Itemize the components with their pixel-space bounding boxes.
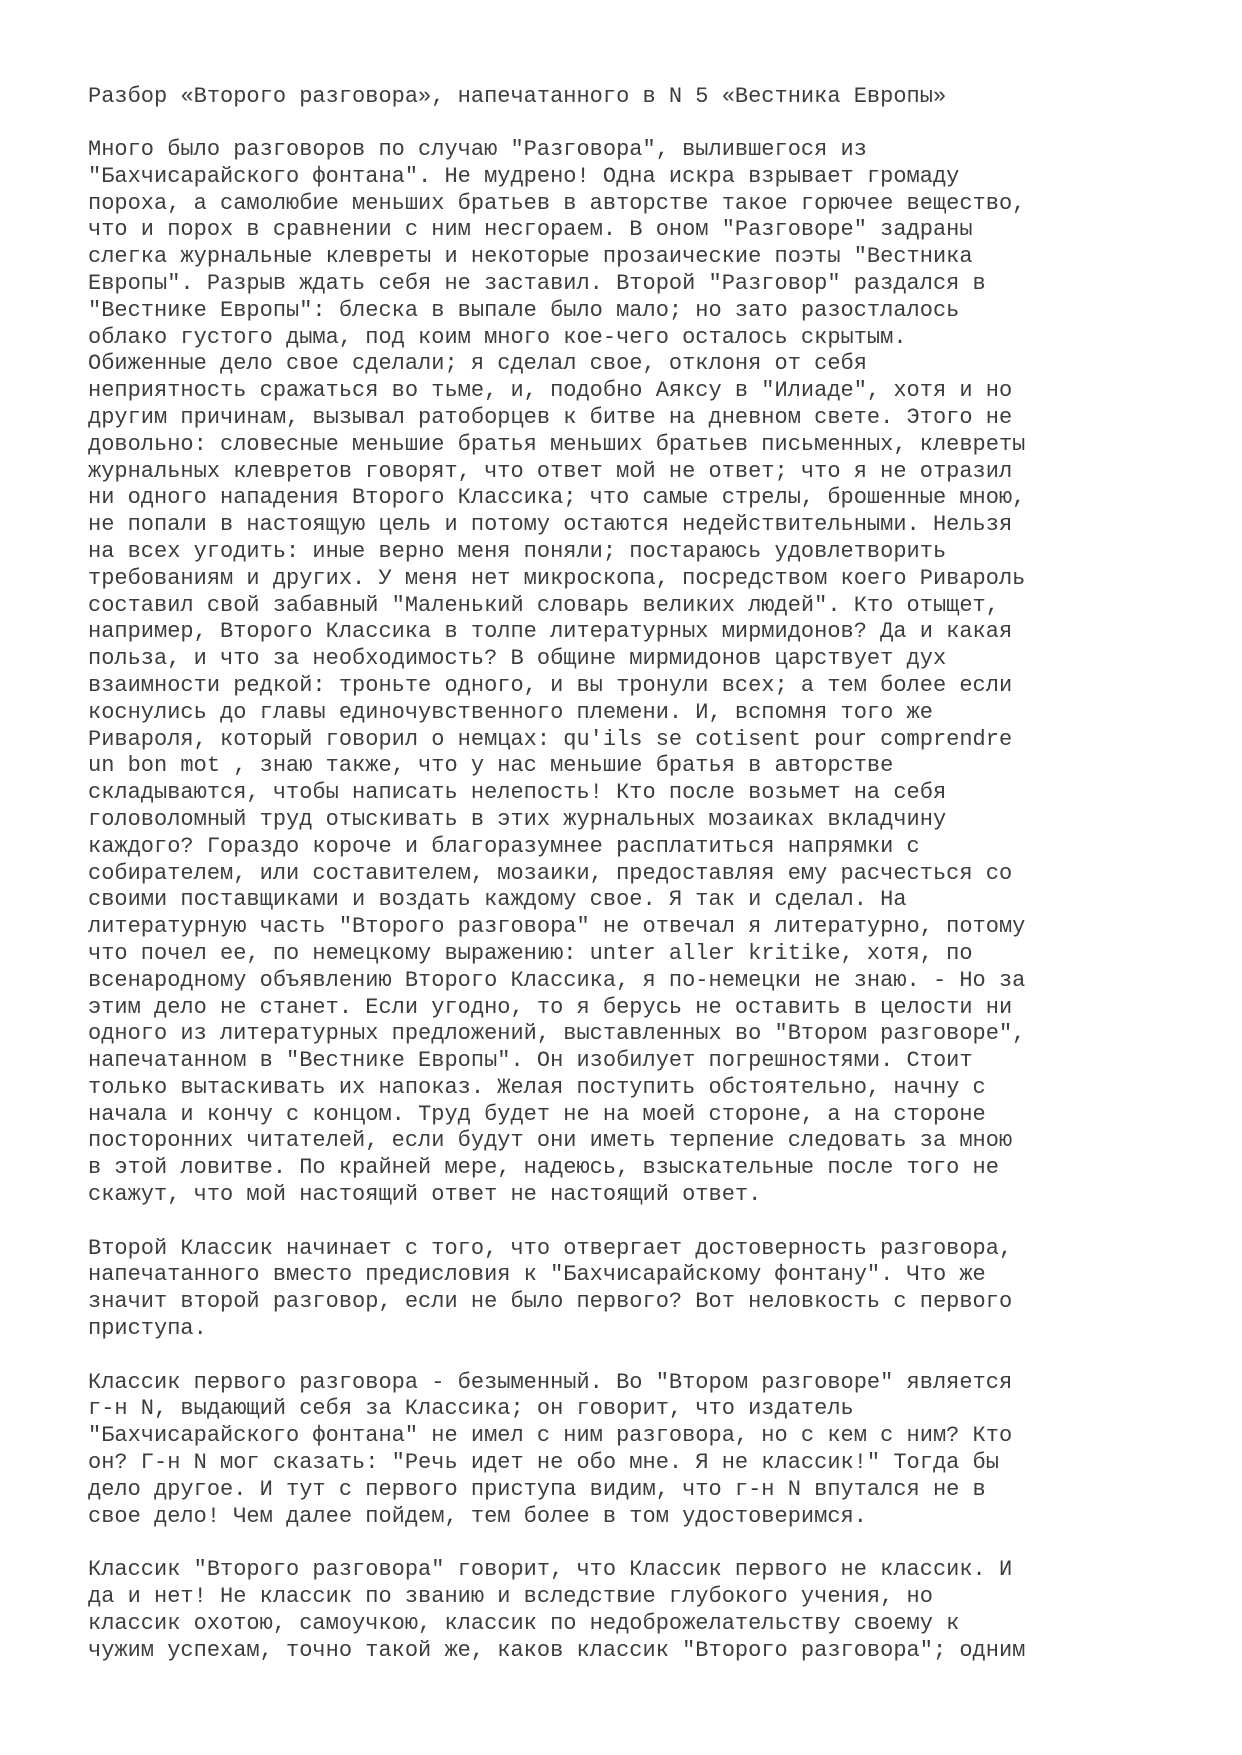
text-line: начала и кончу с концом. Труд будет не на моей стороне, а на стороне: [88, 1101, 986, 1127]
text-line: требованиям и других. У меня нет микроскопа, посредством коего Ривароль: [88, 565, 1026, 591]
text-line: "Бахчисарайского фонтана". Не мудрено! Одна искра взрывает громаду: [88, 163, 960, 189]
document-title: Разбор «Второго разговора», напечатанного в N 5 «Вестника Европы»: [88, 84, 947, 109]
text-line: коснулись до главы единочувственного племени. И, вспомня того же: [88, 699, 933, 725]
text-line: значит второй разговор, если не было первого? Вот неловкость с первого: [88, 1289, 1013, 1315]
text-line: на всех угодить: иные верно меня поняли; постараюсь удовлетворить: [88, 538, 947, 564]
text-line: Много было разговоров по случаю "Разговора", вылившегося из: [88, 137, 867, 162]
text-line: посторонних читателей, если будут они иметь терпение следовать за мною: [88, 1128, 1013, 1154]
text-line: Второй Классик начинает с того, что отвергает достоверность разговора,: [88, 1235, 1013, 1261]
text-line: только вытаскивать их напоказ. Желая поступить обстоятельно, начну с: [88, 1074, 986, 1100]
text-line: журнальных клевретов говорят, что ответ мой не ответ; что я не отразил: [88, 458, 1013, 484]
text-line: "Вестнике Европы": блеска в выпале было мало; но зато разостлалось: [88, 297, 960, 323]
text-line: ни одного нападения Второго Классика; что самые стрелы, брошенные мною,: [88, 485, 1026, 511]
text-line: что почел ее, по немецкому выражению: unter aller kritike, хотя, по: [88, 940, 973, 966]
text-line: довольно: словесные меньшие братья меньших братьев письменных, клевреты: [88, 431, 1026, 457]
text-line: слегка журнальные клевреты и некоторые прозаические поэты "Вестника: [88, 244, 973, 270]
paragraph: [88, 1557, 1025, 1664]
text-line: всенародному объявлению Второго Классика, я по-немецки не знаю. - Но за: [88, 967, 1026, 993]
text-line: да и нет! Не классик по званию и вследствие глубокого учения, но: [88, 1584, 933, 1610]
text-line: что и порох в сравнении с ним несгораем. В оном "Разговоре" задраны: [88, 217, 973, 243]
text-line: "Бахчисарайского фонтана" не имел с ним разговора, но с кем с ним? Кто: [88, 1423, 1013, 1449]
text-line: дело другое. И тут с первого приступа видим, что г-н N впутался не в: [88, 1476, 986, 1502]
text-line: классик охотою, самоучкою, классик по недоброжелательству своему к: [88, 1610, 960, 1636]
text-line: Ривароля, который говорил о немцах: qu'ils se cotisent pour comprendre: [88, 726, 1013, 752]
text-line: одного из литературных предложений, выставленных во "Втором разговоре",: [88, 1021, 1026, 1047]
text-line: пороха, а самолюбие меньших братьев в авторстве такое горючее вещество,: [88, 190, 1026, 216]
text-line: взаимности редкой: троньте одного, и вы тронули всех; а тем более если: [88, 672, 1013, 698]
text-line: Классик "Второго разговора" говорит, что Классик первого не классик. И: [88, 1557, 1013, 1583]
text-line: польза, и что за необходимость? В общине мирмидонов царствует дух: [88, 646, 947, 672]
text-line: собирателем, или составителем, мозаики, предоставляя ему расчесться со: [88, 860, 1013, 886]
text-line: приступа.: [88, 1316, 207, 1342]
text-line: своими поставщиками и воздать каждому свое. Я так и сделал. На: [88, 887, 907, 913]
text-line: un bon mot , знаю также, что у нас меньшие братья в авторстве: [88, 753, 894, 779]
text-line: головоломный труд отыскивать в этих журнальных мозаиках вкладчину: [88, 806, 947, 832]
text-line: чужим успехам, точно такой же, каков классик "Второго разговора"; одним: [88, 1637, 1026, 1663]
text-line: каждого? Гораздо короче и благоразумнее расплатиться напрямки с: [88, 833, 920, 859]
text-line: скажут, что мой настоящий ответ не настоящий ответ.: [88, 1182, 762, 1208]
text-line: этим дело не станет. Если угодно, то я берусь не оставить в целости ни: [88, 994, 1013, 1020]
text-line: свое дело! Чем далее пойдем, тем более в том удостоверимся.: [88, 1503, 867, 1529]
text-line: напечатанном в "Вестнике Европы". Он изобилует погрешностями. Стоит: [88, 1048, 973, 1074]
text-line: литературную часть "Второго разговора" не отвечал я литературно, потому: [88, 914, 1026, 940]
text-line: например, Второго Классика в толпе литературных мирмидонов? Да и какая: [88, 619, 1013, 645]
text-line: напечатанного вместо предисловия к "Бахчисарайскому фонтану". Что же: [88, 1262, 986, 1288]
text-line: г-н N, выдающий себя за Классика; он говорит, что издатель: [88, 1396, 854, 1422]
text-line: другим причинам, вызывал ратоборцев к битве на дневном свете. Этого не: [88, 404, 1013, 430]
text-line: составил свой забавный "Маленький словарь великих людей". Кто отыщет,: [88, 592, 999, 618]
text-line: складываются, чтобы написать нелепость! Кто после возьмет на себя: [88, 780, 947, 806]
paragraph: [88, 137, 1025, 1209]
paragraph: [88, 1236, 1025, 1343]
text-line: не попали в настоящую цель и потому остаются недействительными. Нельзя: [88, 512, 1013, 538]
paragraph: [88, 1370, 1025, 1531]
text-line: в этой ловитве. По крайней мере, надеюсь, взыскательные после того не: [88, 1155, 999, 1181]
text-line: Обиженные дело свое сделали; я сделал свое, отклоня от себя: [88, 351, 867, 377]
text-line: он? Г-н N мог сказать: "Речь идет не обо мне. Я не классик!" Тогда бы: [88, 1450, 999, 1476]
document-body: [88, 137, 1025, 1691]
text-line: Европы". Разрыв ждать себя не заставил. Второй "Разговор" раздался в: [88, 270, 986, 296]
text-line: Классик первого разговора - безыменный. Во "Втором разговоре" является: [88, 1369, 1013, 1395]
text-line: облако густого дыма, под коим много кое-чего осталось скрытым.: [88, 324, 907, 350]
text-line: неприятность сражаться во тьме, и, подобно Аяксу в "Илиаде", хотя и но: [88, 378, 1013, 404]
